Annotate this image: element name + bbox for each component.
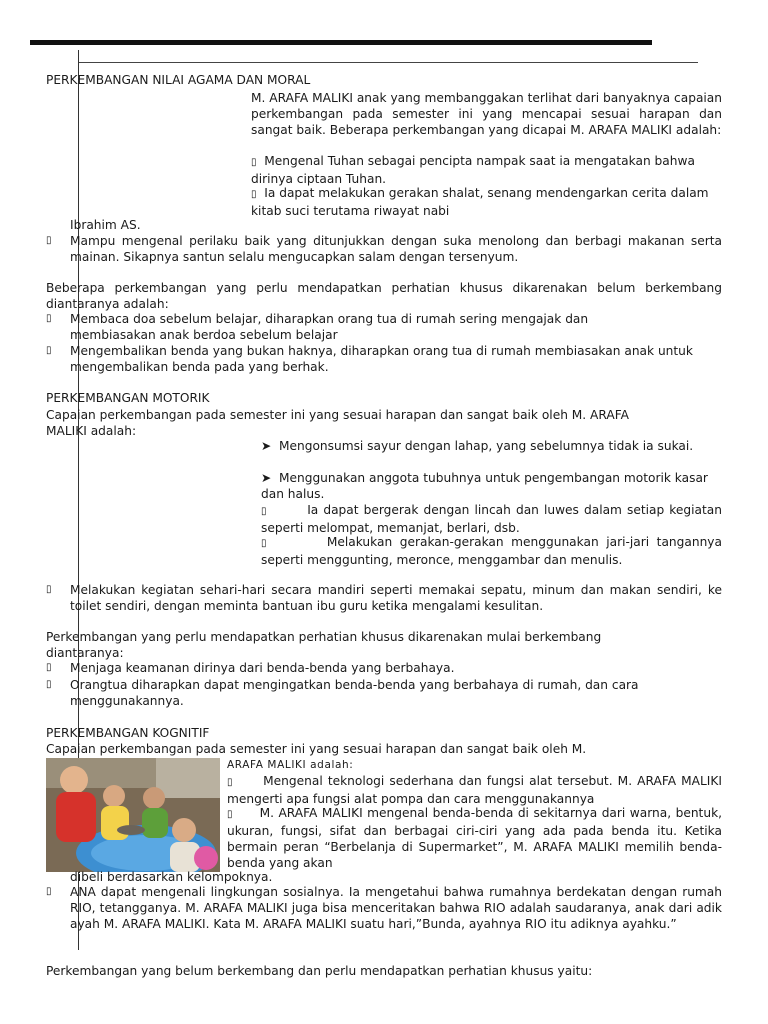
kognitif-item-2	[227, 805, 722, 871]
kognitif-item-1	[227, 773, 722, 807]
children-playing-photo	[46, 758, 220, 872]
motorik-item-2	[261, 470, 722, 502]
motorik-item-4	[261, 534, 722, 568]
arrow-bullet-icon: ➤	[261, 439, 272, 453]
kognitif-item-2-cont: dibeli berdasarkan kelompoknya.	[70, 870, 273, 884]
agama-item-2-text: Ia dapat melakukan gerakan shalat, senang mendengarkan cerita dalam kitab suci terutama riwayat nabi	[251, 186, 709, 218]
agama-item-1-text: Mengenal Tuhan sebagai pencipta nampak saat ia mengatakan bahwa dirinya ciptaan Tuhan.	[251, 154, 695, 186]
box-bullet-icon: ▯	[46, 679, 52, 690]
motorik-intro: Capaian perkembangan pada semester ini yang sesuai harapan dan sangat baik oleh M. ARAFA MALIKI adalah:	[46, 408, 629, 438]
box-bullet-icon: ▯	[46, 584, 52, 595]
motorik-item-5: Melakukan kegiatan sehari-hari secara mandiri seperti memakai sepatu, minum dan makan sendiri, ke toilet sendiri, dengan meminta bantuan ibu guru ketika mengalami kesulitan.	[70, 583, 722, 613]
motorik-item-1-text: Mengonsumsi sayur dengan lahap, yang sebelumnya tidak ia sukai.	[278, 439, 694, 453]
motorik-attention-intro: Perkembangan yang perlu mendapatkan perhatian khusus dikarenakan mulai berkembang diantaranya:	[46, 630, 602, 660]
motorik-item-3-text: Ia dapat bergerak dengan lincah dan luwes dalam setiap kegiatan seperti melompat, memanjat, berlari, dsb.	[261, 503, 722, 535]
top-rule	[30, 40, 652, 45]
agama-attention-intro: Beberapa perkembangan yang perlu mendapatkan perhatian khusus dikarenakan belum berkembang diantaranya adalah:	[46, 281, 722, 311]
kognitif-item-1-text: Mengenal teknologi sederhana dan fungsi alat tersebut. M. ARAFA MALIKI mengerti apa fungsi alat pompa dan cara menggunakannya	[227, 774, 722, 806]
kognitif-closing: Perkembangan yang belum berkembang dan perlu mendapatkan perhatian khusus yaitu:	[46, 964, 593, 978]
box-bullet-icon: ▯	[46, 313, 52, 324]
arrow-bullet-icon: ➤	[261, 471, 272, 485]
motorik-item-2-text: Menggunakan anggota tubuhnya untuk pengembangan motorik kasar dan halus.	[261, 471, 708, 501]
motorik-item-3	[261, 502, 722, 536]
photo-illustration	[46, 758, 220, 872]
box-bullet-icon: ▯	[46, 662, 52, 673]
agama-item-2-cont: Ibrahim AS.	[70, 218, 141, 232]
agama-intro: M. ARAFA MALIKI anak yang membanggakan terlihat dari banyaknya capaian perkembangan pada semester ini yang mencapai sesuai harapan dan sangat baik. Beberapa perkembangan yang dicapai M. ARAFA MALIKI adalah:	[251, 91, 722, 137]
agama-item-3: Mampu mengenal perilaku baik yang ditunjukkan dengan suka menolong dan berbagi makanan serta mainan. Sikapnya santun selalu mengucapkan salam dengan tersenyum.	[70, 234, 722, 264]
kognitif-item-3: ANA dapat mengenali lingkungan sosialnya. Ia mengetahui bahwa rumahnya berdekatan dengan rumah RIO, tetangganya. M. ARAFA MALIKI juga bisa menceritakan bahwa RIO adalah saudaranya, anak dari adik ayah M. ARAFA MALIKI. Kata M. ARAFA MALIKI suatu hari,”Bunda, ayahnya RIO itu adiknya ayahku.”	[70, 885, 722, 931]
kognitif-intro: Capaian perkembangan pada semester ini yang sesuai harapan dan sangat baik oleh M.	[46, 742, 587, 756]
motorik-item-4-text: Melakukan gerakan-gerakan menggunakan jari-jari tangannya seperti menggunting, meronce, menggambar dan menulis.	[261, 535, 722, 567]
box-bullet-icon: ▯	[227, 777, 233, 788]
agama-attention-1: Membaca doa sebelum belajar, diharapkan orang tua di rumah sering mengajak dan membiasakan anak berdoa sebelum belajar	[70, 312, 589, 342]
agama-item-2	[251, 185, 722, 219]
header-rule	[78, 62, 698, 63]
kognitif-item-2-text: M. ARAFA MALIKI mengenal benda-benda di sekitarnya dari warna, bentuk, ukuran, fungsi, sifat dan berbagai ciri-ciri yang ada pada benda itu. Ketika bermain peran “Berbelanja di Supermarket”, M. ARAFA MALIKI memilih benda-benda yang akan	[227, 806, 722, 870]
heading-kognitif: PERKEMBANGAN KOGNITIF	[46, 726, 210, 740]
motorik-attention-2: Orangtua diharapkan dapat mengingatkan benda-benda yang berbahaya di rumah, dan cara menggunakannya.	[70, 678, 639, 708]
motorik-item-1	[261, 438, 722, 454]
box-bullet-icon: ▯	[251, 189, 257, 200]
box-bullet-icon: ▯	[261, 506, 267, 517]
motorik-attention-1: Menjaga keamanan dirinya dari benda-benda yang berbahaya.	[70, 661, 455, 675]
heading-agama: PERKEMBANGAN NILAI AGAMA DAN MORAL	[46, 73, 311, 87]
box-bullet-icon: ▯	[251, 157, 257, 168]
box-bullet-icon: ▯	[227, 809, 233, 820]
box-bullet-icon: ▯	[46, 345, 52, 356]
box-bullet-icon: ▯	[261, 538, 267, 549]
agama-attention-2: Mengembalikan benda yang bukan haknya, diharapkan orang tua di rumah membiasakan anak untuk mengembalikan benda pada yang berhak.	[70, 344, 693, 374]
kognitif-intro-2: ARAFA MALIKI adalah:	[227, 759, 354, 771]
box-bullet-icon: ▯	[46, 235, 52, 246]
heading-motorik: PERKEMBANGAN MOTORIK	[46, 391, 210, 405]
agama-item-1	[251, 153, 722, 187]
box-bullet-icon: ▯	[46, 886, 52, 897]
